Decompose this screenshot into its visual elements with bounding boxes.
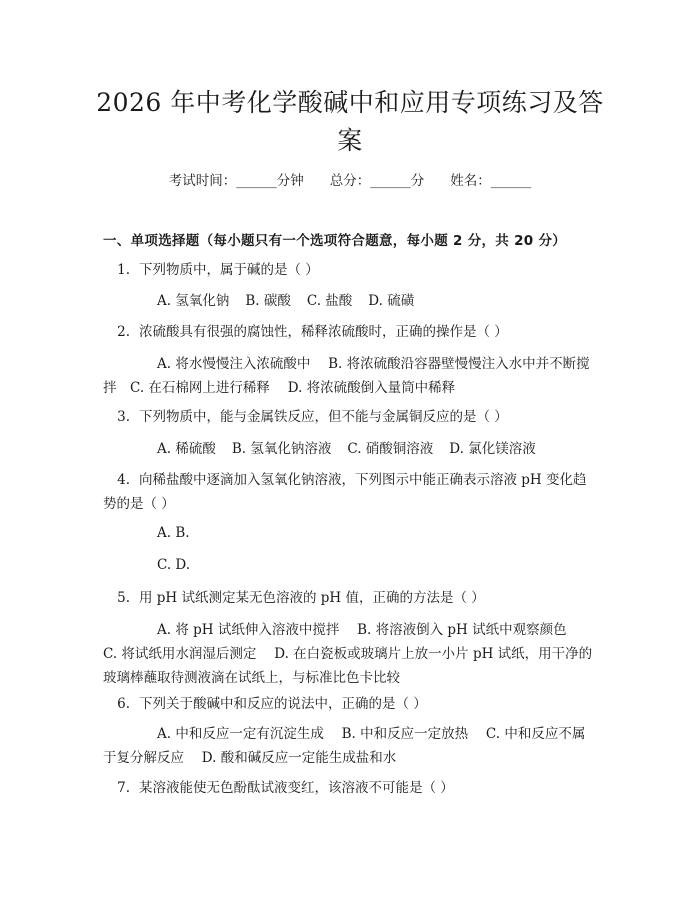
page-title bbox=[60, 84, 640, 160]
question-2 bbox=[103, 320, 603, 344]
question-5 bbox=[103, 586, 603, 610]
question-2-options: A. 将水慢慢注入浓硫酸中 B. 将浓硫酸沿容器壁慢慢注入水中并不断搅拌 C. 在石棉网上进行稀释 D. 将浓硫酸倒入量筒中稀释 bbox=[103, 356, 590, 396]
question-text: 下列物质中，属于碱的是（ ） bbox=[139, 262, 319, 278]
question-1 bbox=[103, 258, 603, 282]
exam-meta bbox=[0, 169, 700, 189]
exam-total-score: 总分：______分 bbox=[329, 173, 425, 189]
question-4-options-row-1: A. B. bbox=[157, 525, 190, 541]
question-7 bbox=[103, 776, 603, 800]
option-d: D. 硫磺 bbox=[368, 293, 415, 309]
question-text: 下列物质中，能与金属铁反应，但不能与金属铜反应的是（ ） bbox=[139, 409, 508, 425]
question-6-options: A. 中和反应一定有沉淀生成 B. 中和反应一定放热 C. 中和反应不属于复分解反应 D. 酸和碱反应一定能生成盐和水 bbox=[103, 726, 586, 766]
title-line-2: 案 bbox=[337, 126, 363, 155]
option-c: C. 硝酸铜溶液 bbox=[347, 441, 434, 457]
option-a: A. 稀硫酸 bbox=[157, 441, 216, 457]
question-number: 3. bbox=[117, 409, 130, 425]
question-text: 浓硫酸具有很强的腐蚀性，稀释浓硫酸时，正确的操作是（ ） bbox=[139, 324, 508, 340]
option-d: D. 氯化镁溶液 bbox=[449, 441, 536, 457]
option-b: B. 碳酸 bbox=[245, 293, 291, 309]
question-5-options: A. 将 pH 试纸伸入溶液中搅拌 B. 将溶液倒入 pH 试纸中观察颜色 C. 将试纸用水润湿后测定 D. 在白瓷板或玻璃片上放一小片 pH 试纸，用干净的玻璃棒蘸取待测液滴在试纸上，与标准比色卡比较 bbox=[103, 622, 593, 686]
question-text: 用 pH 试纸测定某无色溶液的 pH 值，正确的方法是（ ） bbox=[139, 590, 485, 606]
student-name-field: 姓名：______ bbox=[450, 173, 532, 189]
question-4 bbox=[103, 468, 597, 516]
question-1-options bbox=[103, 289, 597, 313]
option-c: C. 盐酸 bbox=[306, 293, 353, 309]
question-text: 下列关于酸碱中和反应的说法中，正确的是（ ） bbox=[139, 696, 427, 712]
question-3 bbox=[103, 405, 603, 429]
title-line-1: 2026 年中考化学酸碱中和应用专项练习及答 bbox=[96, 88, 604, 117]
question-number: 1. bbox=[117, 262, 130, 278]
question-number: 4. bbox=[117, 472, 130, 488]
question-text: 向稀盐酸中逐滴加入氢氧化钠溶液，下列图示中能正确表示溶液 pH 变化趋势的是（ ） bbox=[103, 472, 587, 512]
section-heading: 一、单项选择题（每小题只有一个选项符合题意，每小题 2 分，共 20 分） bbox=[103, 233, 567, 249]
option-a: A. 氢氧化钠 bbox=[157, 293, 230, 309]
question-3-options bbox=[103, 437, 597, 461]
question-text: 某溶液能使无色酚酞试液变红，该溶液不可能是（ ） bbox=[139, 780, 454, 796]
question-number: 5. bbox=[117, 590, 130, 606]
question-number: 6. bbox=[117, 696, 130, 712]
question-6 bbox=[103, 692, 603, 716]
question-4-options-row-2: C. D. bbox=[157, 557, 191, 573]
option-b: B. 氢氧化钠溶液 bbox=[231, 441, 332, 457]
question-number: 7. bbox=[117, 780, 130, 796]
exam-time: 考试时间：______分钟 bbox=[168, 173, 304, 189]
question-number: 2. bbox=[117, 324, 130, 340]
